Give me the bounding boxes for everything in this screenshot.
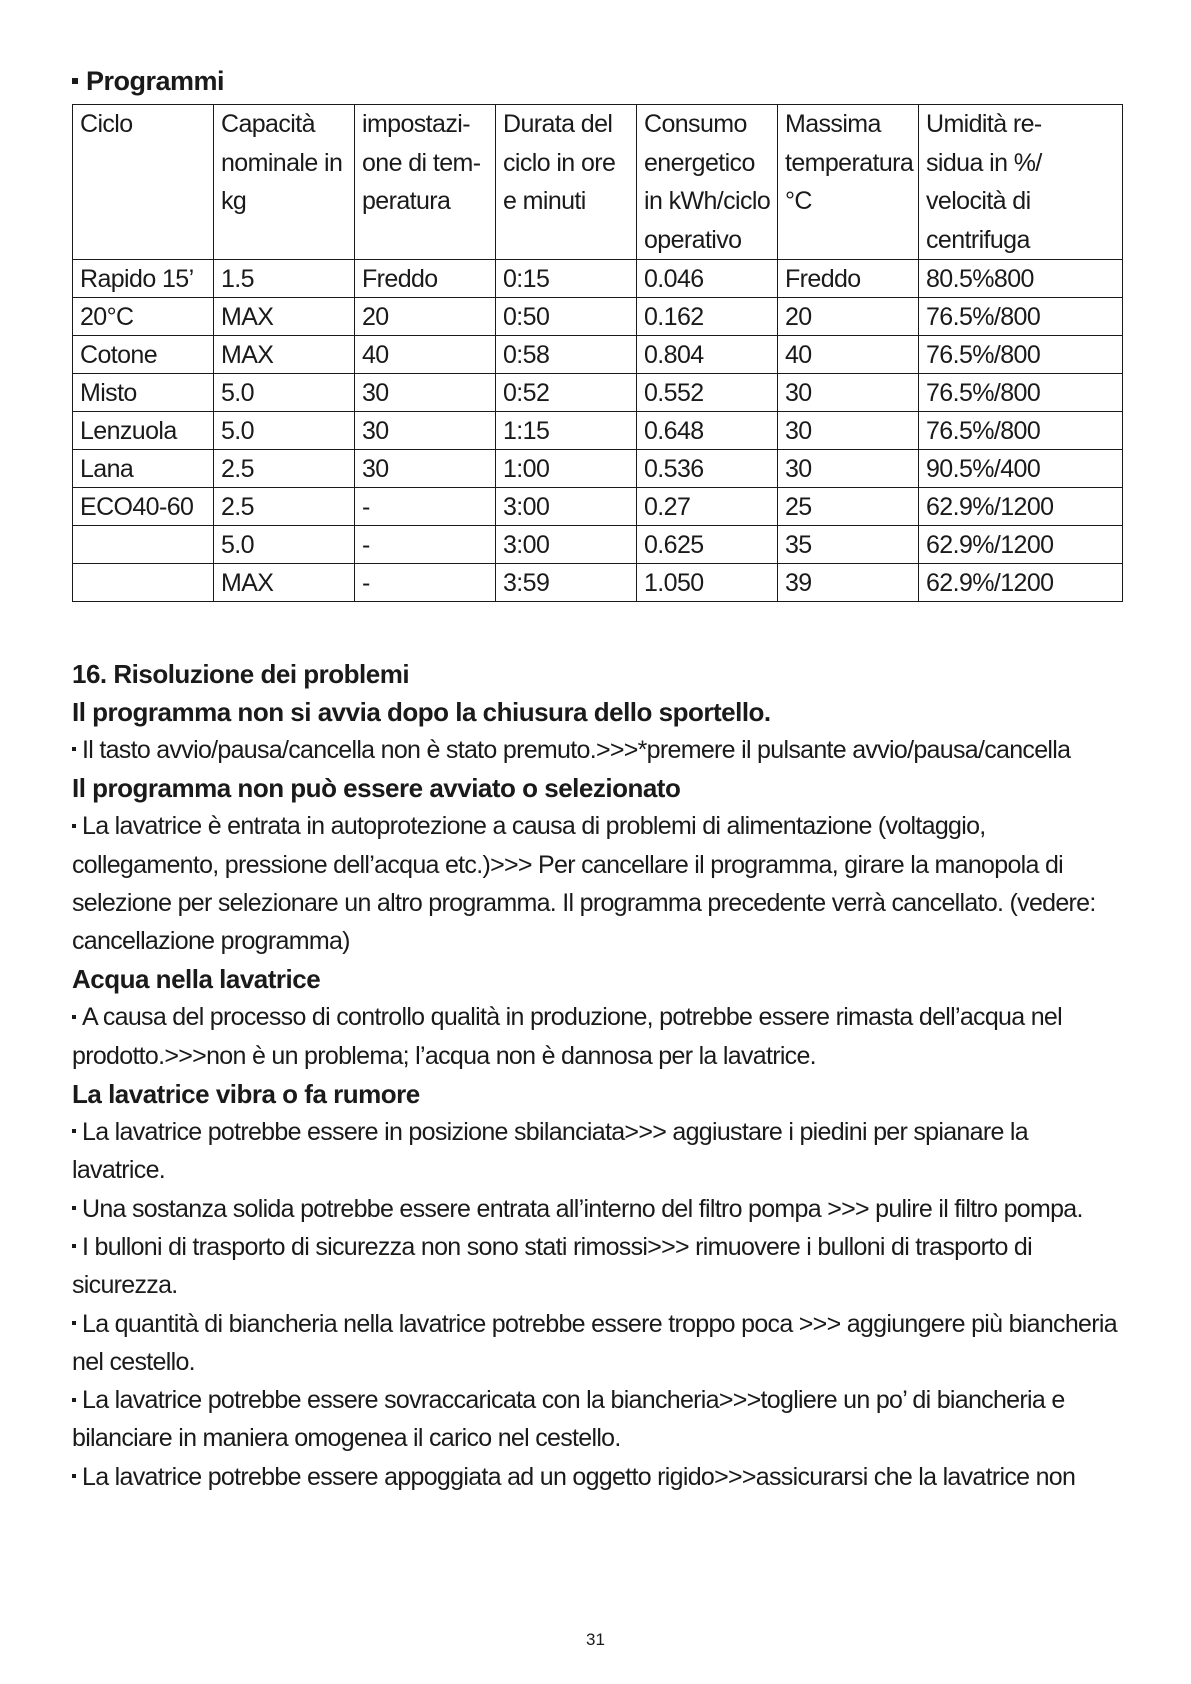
table-cell: - [355,488,496,526]
table-cell: 2.5 [214,450,355,488]
table-cell [73,564,214,602]
table-cell [73,526,214,564]
table-cell: 30 [355,450,496,488]
table-cell: 40 [778,336,919,374]
header-line: Massima [785,110,881,138]
table-cell: 0.27 [637,488,778,526]
table-header-row [73,105,1123,260]
table-header-cell [919,105,1123,260]
issue-heading: Il programma non può essere avviato o selezionato [72,773,681,804]
table-cell: 62.9%/1200 [919,526,1123,564]
table-cell: 0.625 [637,526,778,564]
issue-body: A causa del processo di controllo qualità in produzione, potrebbe essere rimasta dell’acqua nel prodotto.>>>non è un problema; l’acqua non è dannosa per la lavatrice. [72,1003,1062,1070]
table-cell: 0:58 [496,336,637,374]
issue-body: La quantità di biancheria nella lavatrice potrebbe essere troppo poca >>> aggiungere più biancheria nel cestello. [72,1309,1117,1376]
table-row [73,374,1123,412]
table-cell: 0.046 [637,260,778,298]
header-line: Ciclo [80,110,133,138]
table-cell: 62.9%/1200 [919,488,1123,526]
table-cell: 30 [778,450,919,488]
table-cell: MAX [214,298,355,336]
table-header-cell [355,105,496,260]
table-cell: 35 [778,526,919,564]
issue-heading: Il programma non si avvia dopo la chiusura dello sportello. [72,697,771,727]
table-header-cell [496,105,637,260]
table-cell: 30 [355,412,496,450]
table-cell: 39 [778,564,919,602]
table-cell: 1.5 [214,260,355,298]
table-cell: 30 [778,412,919,450]
troubleshooting-section [72,655,1122,1496]
table-cell: 1.050 [637,564,778,602]
table-cell: 90.5%/400 [919,450,1123,488]
table-row [73,564,1123,602]
table-cell: 2.5 [214,488,355,526]
header-line: in kWh/ciclo [644,187,771,215]
header-line: centrifuga [926,225,1030,254]
header-line: °C [785,187,812,215]
programmi-table [72,104,1123,602]
table-cell: Freddo [355,260,496,298]
table-header-cell [214,105,355,260]
table-row [73,450,1123,488]
table-cell: Lana [73,450,214,488]
table-cell: 30 [355,374,496,412]
header-line: velocità di [926,187,1031,215]
issue-body: La lavatrice potrebbe essere sovraccaricata con la biancheria>>>togliere un po’ di biancheria e bilanciare in maniera omogenea il carico nel cestello. [72,1386,1065,1453]
table-cell: 1:00 [496,450,637,488]
issue-body: Una sostanza solida potrebbe essere entrata all’interno del filtro pompa >>> pulire il filtro pompa. [72,1190,1122,1228]
table-cell: - [355,564,496,602]
header-line: nominale in [221,148,343,177]
header-line: operativo [644,225,742,254]
bullet-icon [72,1129,76,1133]
table-cell: 5.0 [214,526,355,564]
table-row [73,412,1123,450]
bullet-icon [72,78,78,84]
table-cell: 40 [355,336,496,374]
bullet-icon [72,747,76,751]
table-cell: 76.5%/800 [919,412,1123,450]
table-row [73,488,1123,526]
table-cell: 20 [355,298,496,336]
table-row [73,298,1123,336]
table-cell: MAX [214,564,355,602]
header-line: impostazi- [362,110,470,138]
table-cell: 0.552 [637,374,778,412]
header-line: e minuti [503,187,586,215]
table-cell: 0:52 [496,374,637,412]
table-cell: 62.9%/1200 [919,564,1123,602]
table-cell: Misto [73,374,214,412]
header-line: kg [221,187,247,215]
table-cell: ECO40-60 [73,488,214,526]
table-cell: - [355,526,496,564]
table-cell: 76.5%/800 [919,374,1123,412]
header-line: Consumo [644,110,747,138]
issue-body: La lavatrice potrebbe essere appoggiata ad un oggetto rigido>>>assicurarsi che la lavatrice non [72,1458,1122,1496]
table-cell: 3:59 [496,564,637,602]
table-cell: Rapido 15’ [73,260,214,298]
table-cell: 1:15 [496,412,637,450]
table-cell: 5.0 [214,412,355,450]
header-line: Durata del [503,110,613,138]
bullet-icon [72,1015,76,1019]
table-cell: Lenzuola [73,412,214,450]
table-cell: Cotone [73,336,214,374]
issue-body: Il tasto avvio/pausa/cancella non è stato premuto.>>>*premere il pulsante avvio/pausa/cancella [72,731,1122,769]
table-cell: 20°C [73,298,214,336]
table-cell: 0:15 [496,260,637,298]
table-cell: 76.5%/800 [919,336,1123,374]
header-line: temperatura [785,148,914,177]
bullet-icon [72,1474,76,1478]
bullet-icon [72,824,76,828]
table-row [73,336,1123,374]
issue-body: I bulloni di trasporto di sicurezza non sono stati rimossi>>> rimuovere i bulloni di trasporto di sicurezza. [72,1232,1032,1300]
issue-heading: Acqua nella lavatrice [72,964,321,995]
table-cell: 25 [778,488,919,526]
table-cell: 76.5%/800 [919,298,1123,336]
table-cell: 0.648 [637,412,778,450]
table-cell: 0.162 [637,298,778,336]
table-header-cell [637,105,778,260]
table-cell: 3:00 [496,488,637,526]
table-header-cell [73,105,214,260]
bullet-icon [72,1321,76,1325]
header-line: energetico [644,148,755,177]
bullet-icon [72,1244,76,1248]
header-line: sidua in %/ [926,148,1042,177]
table-cell: 30 [778,374,919,412]
table-row [73,260,1123,298]
table-cell: 3:00 [496,526,637,564]
issue-body: La lavatrice potrebbe essere in posizione sbilanciata>>> aggiustare i piedini per spianare la lavatrice. [72,1118,1028,1185]
header-line: one di tem- [362,148,481,177]
header-line: Capacità [221,110,315,138]
table-cell: Freddo [778,260,919,298]
header-line: peratura [362,187,451,215]
table-header-cell [778,105,919,260]
header-line: ciclo in ore [503,148,616,177]
table-row [73,526,1123,564]
table-cell: 80.5%800 [919,260,1123,298]
table-cell: 20 [778,298,919,336]
table-cell: 0.536 [637,450,778,488]
table-cell: 0.804 [637,336,778,374]
issue-body: La lavatrice è entrata in autoprotezione a causa di problemi di alimentazione (voltaggio, collegamento, pressione dell’acqua etc.)>>> Per cancellare il programma, girare la manopola di selezione per selezionare un altro programma. Il programma precedente verrà cancellato. (vedere: cancellazione programma) [72,812,1096,956]
table-cell: 5.0 [214,374,355,412]
table-cell: MAX [214,336,355,374]
troubleshooting-title: 16. Risoluzione dei problemi [72,659,410,689]
table-cell: 0:50 [496,298,637,336]
issue-heading: La lavatrice vibra o fa rumore [72,1079,420,1110]
page-number: 31 [586,1630,605,1649]
bullet-icon [72,1206,76,1210]
header-line: Umidità re- [926,110,1042,138]
bullet-icon [72,1398,76,1402]
programmi-title: Programmi [72,66,224,97]
